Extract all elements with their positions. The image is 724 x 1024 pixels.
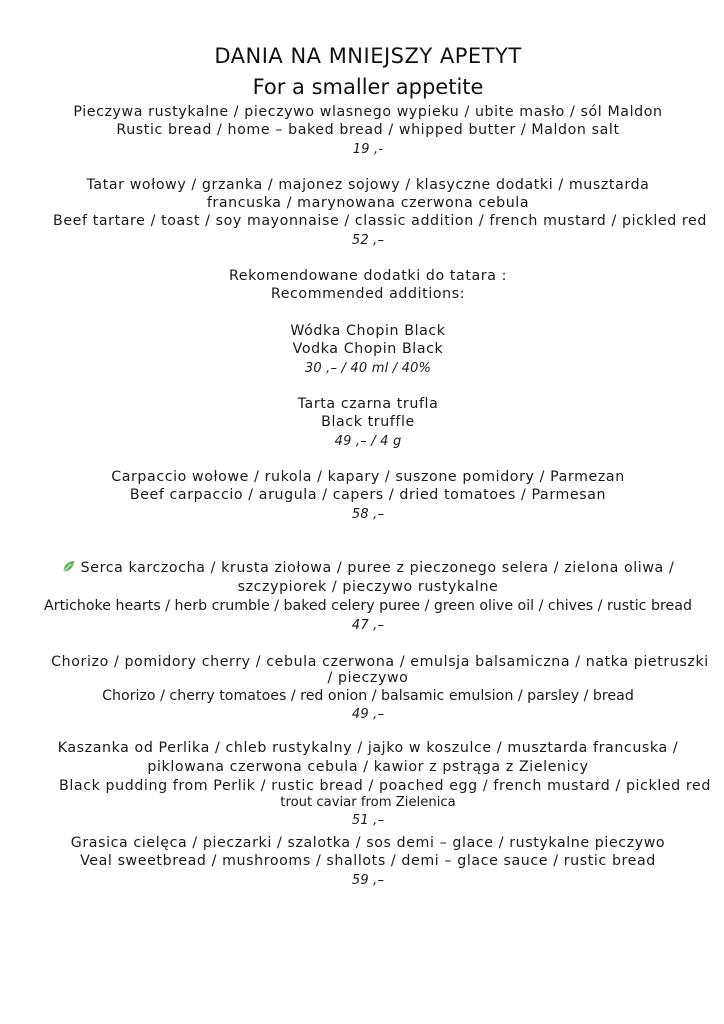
item-sweetbread-price: 59 ,– bbox=[351, 873, 385, 888]
item-sweetbread-line-en: Veal sweetbread / mushrooms / shallots / demi – glace sauce / rustic bread bbox=[80, 853, 656, 869]
item-artichoke-line-pl-2: szczypiorek / pieczywo rustykalne bbox=[237, 579, 499, 595]
menu-title-en: For a smaller appetite bbox=[252, 75, 484, 99]
item-tartare-line-pl-2: francuska / marynowana czerwona cebula bbox=[206, 195, 530, 211]
item-vodka-price: 30 ,– / 40 ml / 40% bbox=[304, 361, 432, 376]
item-bread-line-pl: Pieczywa rustykalne / pieczywo wlasnego wypieku / ubite masło / sól Maldon bbox=[73, 104, 663, 120]
item-tartare-line-en: Beef tartare / toast / soy mayonnaise / classic addition / french mustard / pickled red bbox=[53, 213, 707, 229]
item-chorizo-line-pl-2: / pieczywo bbox=[327, 670, 409, 686]
item-truffle-line-en: Black truffle bbox=[321, 414, 415, 430]
item-bread-line-en: Rustic bread / home – baked bread / whipped butter / Maldon salt bbox=[116, 122, 620, 138]
item-truffle-line-pl: Tarta czarna trufla bbox=[297, 396, 439, 412]
item-vodka-line-en: Vodka Chopin Black bbox=[292, 341, 444, 357]
item-tartare-price: 52 ,– bbox=[351, 233, 385, 248]
recommended-heading-en: Recommended additions: bbox=[270, 286, 466, 302]
item-sweetbread-line-pl: Grasica cielęca / pieczarki / szalotka / sos demi – glace / rustykalne pieczywo bbox=[70, 835, 666, 851]
item-carpaccio-line-pl: Carpaccio wołowe / rukola / kapary / suszone pomidory / Parmezan bbox=[111, 469, 625, 485]
recommended-heading-pl: Rekomendowane dodatki do tatara : bbox=[228, 268, 508, 284]
item-black-pudding-line-pl-1: Kaszanka od Perlika / chleb rustykalny / jajko w koszulce / musztarda francuska / bbox=[57, 740, 679, 756]
menu-title-pl: DANIA NA MNIEJSZY APETYT bbox=[214, 44, 522, 68]
item-artichoke-line-pl-1 bbox=[0, 560, 724, 576]
item-truffle-price: 49 ,– / 4 g bbox=[334, 434, 402, 449]
item-chorizo-price: 49 ,– bbox=[351, 707, 385, 722]
item-artichoke-price: 47 ,– bbox=[351, 618, 385, 633]
leaf-icon bbox=[62, 560, 75, 573]
item-chorizo-line-pl-1: Chorizo / pomidory cherry / cebula czerwona / emulsja balsamiczna / natka pietruszki bbox=[51, 654, 709, 670]
item-black-pudding-line-pl-2: piklowana czerwona cebula / kawior z pstrąga z Zielenicy bbox=[147, 759, 589, 775]
item-vodka-line-pl: Wódka Chopin Black bbox=[290, 323, 446, 339]
item-carpaccio-price: 58 ,– bbox=[351, 507, 385, 522]
item-black-pudding-line-en-2: trout caviar from Zielenica bbox=[280, 795, 456, 810]
item-chorizo-line-en: Chorizo / cherry tomatoes / red onion / balsamic emulsion / parsley / bread bbox=[102, 688, 634, 704]
item-artichoke-line-en: Artichoke hearts / herb crumble / baked celery puree / green olive oil / chives / rustic bread bbox=[44, 598, 692, 614]
item-tartare-line-pl-1: Tatar wołowy / grzanka / majonez sojowy / klasyczne dodatki / musztarda bbox=[86, 177, 650, 193]
item-carpaccio-line-en: Beef carpaccio / arugula / capers / dried tomatoes / Parmesan bbox=[129, 487, 607, 503]
item-artichoke-line-pl-1-text: Serca karczocha / krusta ziołowa / puree z pieczonego selera / zielona oliwa / bbox=[80, 560, 675, 576]
item-black-pudding-line-en-1: Black pudding from Perlik / rustic bread / poached egg / french mustard / pickled red bbox=[59, 778, 711, 794]
item-black-pudding-price: 51 ,– bbox=[351, 813, 385, 828]
item-bread-price: 19 ,- bbox=[352, 142, 384, 157]
